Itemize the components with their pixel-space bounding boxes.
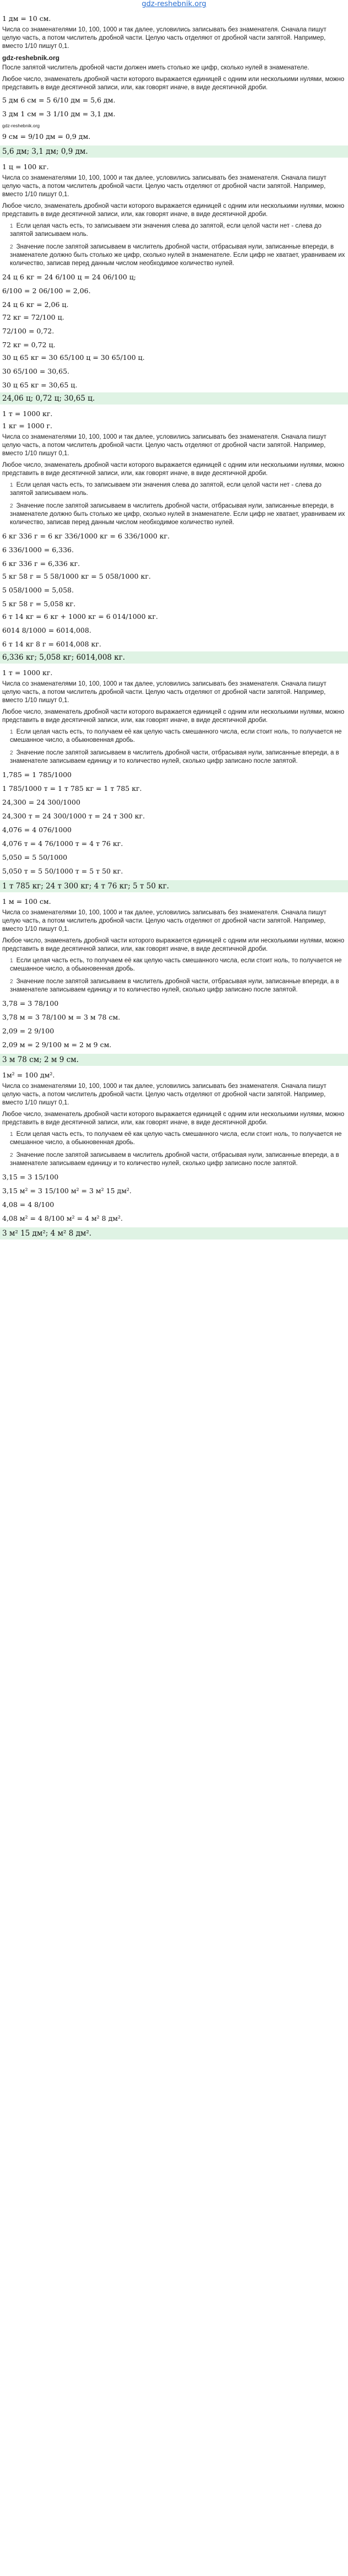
equation: 72 кг = 72/100 ц. bbox=[2, 313, 64, 321]
equation: 6014 8/1000 = 6014,008. bbox=[2, 626, 91, 634]
equation: 5 058/1000 = 5,058. bbox=[2, 586, 74, 594]
paragraph-after-comma: После запятой числитель дробной части должен иметь столько же цифр, сколько нулей в знаменателе. bbox=[2, 64, 309, 71]
unit-relation: 1 ц = 100 кг. bbox=[2, 163, 49, 171]
unit-relation: 1 т = 1000 кг. bbox=[2, 409, 53, 418]
equation: 3,78 = 3 78/100 bbox=[2, 999, 59, 1007]
rule-1: 1 Если целая часть есть, то записываем эти значения слева до запятой, если целой части нет - слева до запятой записываем ноль. bbox=[10, 482, 322, 497]
watermark-small: gdz-reshebnik.org bbox=[2, 123, 40, 128]
rule-1: 1 Если целая часть есть, то записываем эти значения слева до запятой, если целой части нет - слева до запятой записываем ноль. bbox=[10, 223, 322, 238]
equation: 24 ц 6 кг = 2,06 ц. bbox=[2, 300, 69, 309]
section-2 bbox=[2, 162, 346, 405]
equation: 3,15 м² = 3 15/100 м² = 3 м² 15 дм². bbox=[2, 1187, 132, 1195]
paragraph-denominators: Числа со знаменателями 10, 100, 1000 и так далее, условились записывать без знаменателя. Сначала пишут целую часть, а потом числитель дробной части. Целую часть отделяют от дробной части запятой. Например, вместо 1/10 пишут 0,1. bbox=[2, 909, 327, 933]
section-4 bbox=[2, 668, 346, 892]
equation: 4,08 м² = 4 8/100 м² = 4 м² 8 дм². bbox=[2, 1214, 123, 1222]
paragraph-denominators: Числа со знаменателями 10, 100, 1000 и так далее, условились записывать без знаменателя. Сначала пишут целую часть, а потом числитель дробной части. Целую часть отделяют от дробной части запятой. Например, вместо 1/10 пишут 0,1. bbox=[2, 175, 327, 198]
equation: 4,076 = 4 076/1000 bbox=[2, 826, 72, 834]
paragraph-any-fraction: Любое число, знаменатель дробной части которого выражается единицей с одним или несколькими нулями, можно представить в виде десятичной записи, или, как говорят иначе, в виде десятичной дроби. bbox=[2, 937, 345, 952]
rule-2b: 2 Значение после запятой записываем в числитель дробной части, отбрасывая нули, записанные впереди, а в знаменателе записываем единицу и то количество нулей, сколько цифр записано после запятой. bbox=[10, 1152, 339, 1167]
paragraph-denominators: Числа со знаменателями 10, 100, 1000 и так далее, условились записывать без знаменателя. Сначала пишут целую часть, а потом числитель дробной части. Целую часть отделяют от дробной части запятой. Например, вместо 1/10 пишут 0,1. bbox=[2, 434, 327, 457]
answer-line: 3 м² 15 дм²; 4 м² 8 дм². bbox=[0, 1227, 348, 1240]
unit-relation: 1 м = 100 см. bbox=[2, 897, 51, 906]
answer-line: 1 т 785 кг; 24 т 300 кг; 4 т 76 кг; 5 т 50 кг. bbox=[0, 880, 348, 892]
unit-relation: 1 кг = 1000 г. bbox=[2, 422, 53, 430]
equation: 5,050 = 5 50/1000 bbox=[2, 853, 68, 861]
equation: 30 65/100 = 30,65. bbox=[2, 367, 70, 375]
equation: 3,15 = 3 15/100 bbox=[2, 1173, 59, 1181]
rule-2b: 2 Значение после запятой записываем в числитель дробной части, отбрасывая нули, записанные впереди, а в знаменателе записываем единицу и то количество нулей, сколько цифр записано после запятой. bbox=[10, 750, 339, 764]
paragraph-denominators: Числа со знаменателями 10, 100, 1000 и так далее, условились записывать без знаменателя. Сначала пишут целую часть, а потом числитель дробной части. Целую часть отделяют от дробной части запятой. Например, вместо 1/10 пишут 0,1. bbox=[2, 681, 327, 704]
equation: 1,785 = 1 785/1000 bbox=[2, 770, 72, 779]
watermark: gdz-reshebnik.org bbox=[2, 54, 60, 62]
paragraph-any-fraction: Любое число, знаменатель дробной части которого выражается единицей с одним или несколькими нулями, можно представить в виде десятичной записи, или, как говорят иначе, в виде десятичной дроби. bbox=[2, 462, 345, 477]
section-3 bbox=[2, 409, 346, 664]
paragraph-denominators: Числа со знаменателями 10, 100, 1000 и так далее, условились записывать без знаменателя. Сначала пишут целую часть, а потом числитель дробной части. Целую часть отделяют от дробной части запятой. Например, вместо 1/10 пишут 0,1. bbox=[2, 26, 327, 50]
paragraph-any-fraction: Любое число, знаменатель дробной части которого выражается единицей с одним или несколькими нулями, можно представить в виде десятичной записи, или, как говорят иначе, в виде десятичной дроби. bbox=[2, 76, 345, 91]
rule-1b: 1 Если целая часть есть, то получаем её как целую часть смешанного числа, если стоит ноль, то получается не смешанное число, а обыкновенная дробь. bbox=[10, 957, 342, 972]
equation: 5,050 т = 5 50/1000 т = 5 т 50 кг. bbox=[2, 867, 123, 875]
section-6 bbox=[2, 1070, 346, 1240]
equation: 3 дм 1 см = 3 1/10 дм = 3,1 дм. bbox=[2, 110, 116, 118]
equation: 2,09 = 2 9/100 bbox=[2, 1027, 55, 1035]
equation: 5 кг 58 г = 5 58/1000 кг = 5 058/1000 кг. bbox=[2, 572, 151, 580]
equation: 1 785/1000 т = 1 т 785 кг = 1 т 785 кг. bbox=[2, 784, 142, 793]
equation: 72 кг = 0,72 ц. bbox=[2, 341, 56, 349]
equation: 9 см = 9/10 дм = 0,9 дм. bbox=[2, 132, 91, 141]
rule-1b: 1 Если целая часть есть, то получаем её как целую часть смешанного числа, если стоит ноль, то получается не смешанное число, а обыкновенная дробь. bbox=[10, 729, 342, 743]
answer-line: 6,336 кг; 5,058 кг; 6014,008 кг. bbox=[0, 651, 348, 664]
equation: 4,08 = 4 8/100 bbox=[2, 1200, 55, 1209]
equation: 72/100 = 0,72. bbox=[2, 327, 55, 335]
paragraph-denominators: Числа со знаменателями 10, 100, 1000 и так далее, условились записывать без знаменателя. Сначала пишут целую часть, а потом числитель дробной части. Целую часть отделяют от дробной части запятой. Например, вместо 1/10 пишут 0,1. bbox=[2, 1083, 327, 1106]
equation: 6/100 = 2 06/100 = 2,06. bbox=[2, 287, 91, 295]
equation: 24,300 = 24 300/1000 bbox=[2, 798, 80, 806]
equation: 6 т 14 кг 8 г = 6014,008 кг. bbox=[2, 640, 101, 648]
equation: 5 кг 58 г = 5,058 кг. bbox=[2, 600, 76, 608]
rule-2: 2 Значение после запятой записываем в числитель дробной части, отбрасывая нули, записанные впереди, в знаменателе должно быть столько же цифр, сколько нулей в знаменателе. Если цифр не хватает, уравниваем их количество, записав перед данным числом необходимое количество нулей. bbox=[10, 503, 345, 526]
equation: 3,78 м = 3 78/100 м = 3 м 78 см. bbox=[2, 1013, 121, 1021]
answer-line: 24,06 ц; 0,72 ц; 30,65 ц. bbox=[0, 392, 348, 405]
answer-line: 5,6 дм; 3,1 дм; 0,9 дм. bbox=[0, 145, 348, 158]
equation: 6 т 14 кг = 6 кг + 1000 кг = 6 014/1000 кг. bbox=[2, 612, 158, 621]
answer-line: 3 м 78 см; 2 м 9 см. bbox=[0, 1054, 348, 1066]
paragraph-any-fraction: Любое число, знаменатель дробной части которого выражается единицей с одним или несколькими нулями, можно представить в виде десятичной записи, или, как говорят иначе, в виде десятичной дроби. bbox=[2, 709, 345, 724]
equation: 2,09 м = 2 9/100 м = 2 м 9 см. bbox=[2, 1041, 112, 1049]
section-5 bbox=[2, 897, 346, 1066]
equation: 24 ц 6 кг = 24 6/100 ц = 24 06/100 ц; bbox=[2, 273, 137, 281]
equation: 4,076 т = 4 76/1000 т = 4 т 76 кг. bbox=[2, 839, 123, 848]
equation: 6 кг 336 г = 6 кг 336/1000 кг = 6 336/1000 кг. bbox=[2, 532, 170, 540]
rule-1b: 1 Если целая часть есть, то получаем её как целую часть смешанного числа, если стоит ноль, то получается не смешанное число, а обыкновенная дробь. bbox=[10, 1131, 342, 1146]
rule-2: 2 Значение после запятой записываем в числитель дробной части, отбрасывая нули, записанные впереди, в знаменателе должно быть столько же цифр, сколько нулей в знаменателе. Если цифр не хватает, уравниваем их количество, записав перед данным числом необходимое количество нулей. bbox=[10, 244, 345, 267]
unit-relation: 1м² = 100 дм². bbox=[2, 1071, 55, 1079]
paragraph-any-fraction: Любое число, знаменатель дробной части которого выражается единицей с одним или несколькими нулями, можно представить в виде десятичной записи, или, как говорят иначе, в виде десятичной дроби. bbox=[2, 203, 345, 218]
rule-2b: 2 Значение после запятой записываем в числитель дробной части, отбрасывая нули, записанные впереди, а в знаменателе записываем единицу и то количество нулей, сколько цифр записано после запятой. bbox=[10, 978, 339, 993]
paragraph-any-fraction: Любое число, знаменатель дробной части которого выражается единицей с одним или несколькими нулями, можно представить в виде десятичной записи, или, как говорят иначе, в виде десятичной дроби. bbox=[2, 1111, 345, 1126]
section-1 bbox=[2, 14, 346, 158]
unit-relation: 1 дм = 10 см. bbox=[2, 14, 51, 23]
equation: 24,300 т = 24 300/1000 т = 24 т 300 кг. bbox=[2, 812, 145, 820]
equation: 6 336/1000 = 6,336. bbox=[2, 546, 74, 554]
equation: 5 дм 6 см = 5 6/10 дм = 5,6 дм. bbox=[2, 96, 116, 104]
equation: 6 кг 336 г = 6,336 кг. bbox=[2, 559, 80, 568]
equation: 30 ц 65 кг = 30 65/100 ц = 30 65/100 ц. bbox=[2, 353, 145, 362]
site-header-link[interactable]: gdz-reshebnik.org bbox=[142, 0, 206, 8]
solution-content bbox=[2, 12, 346, 1244]
equation: 30 ц 65 кг = 30,65 ц. bbox=[2, 381, 78, 389]
unit-relation: 1 т = 1000 кг. bbox=[2, 669, 53, 677]
